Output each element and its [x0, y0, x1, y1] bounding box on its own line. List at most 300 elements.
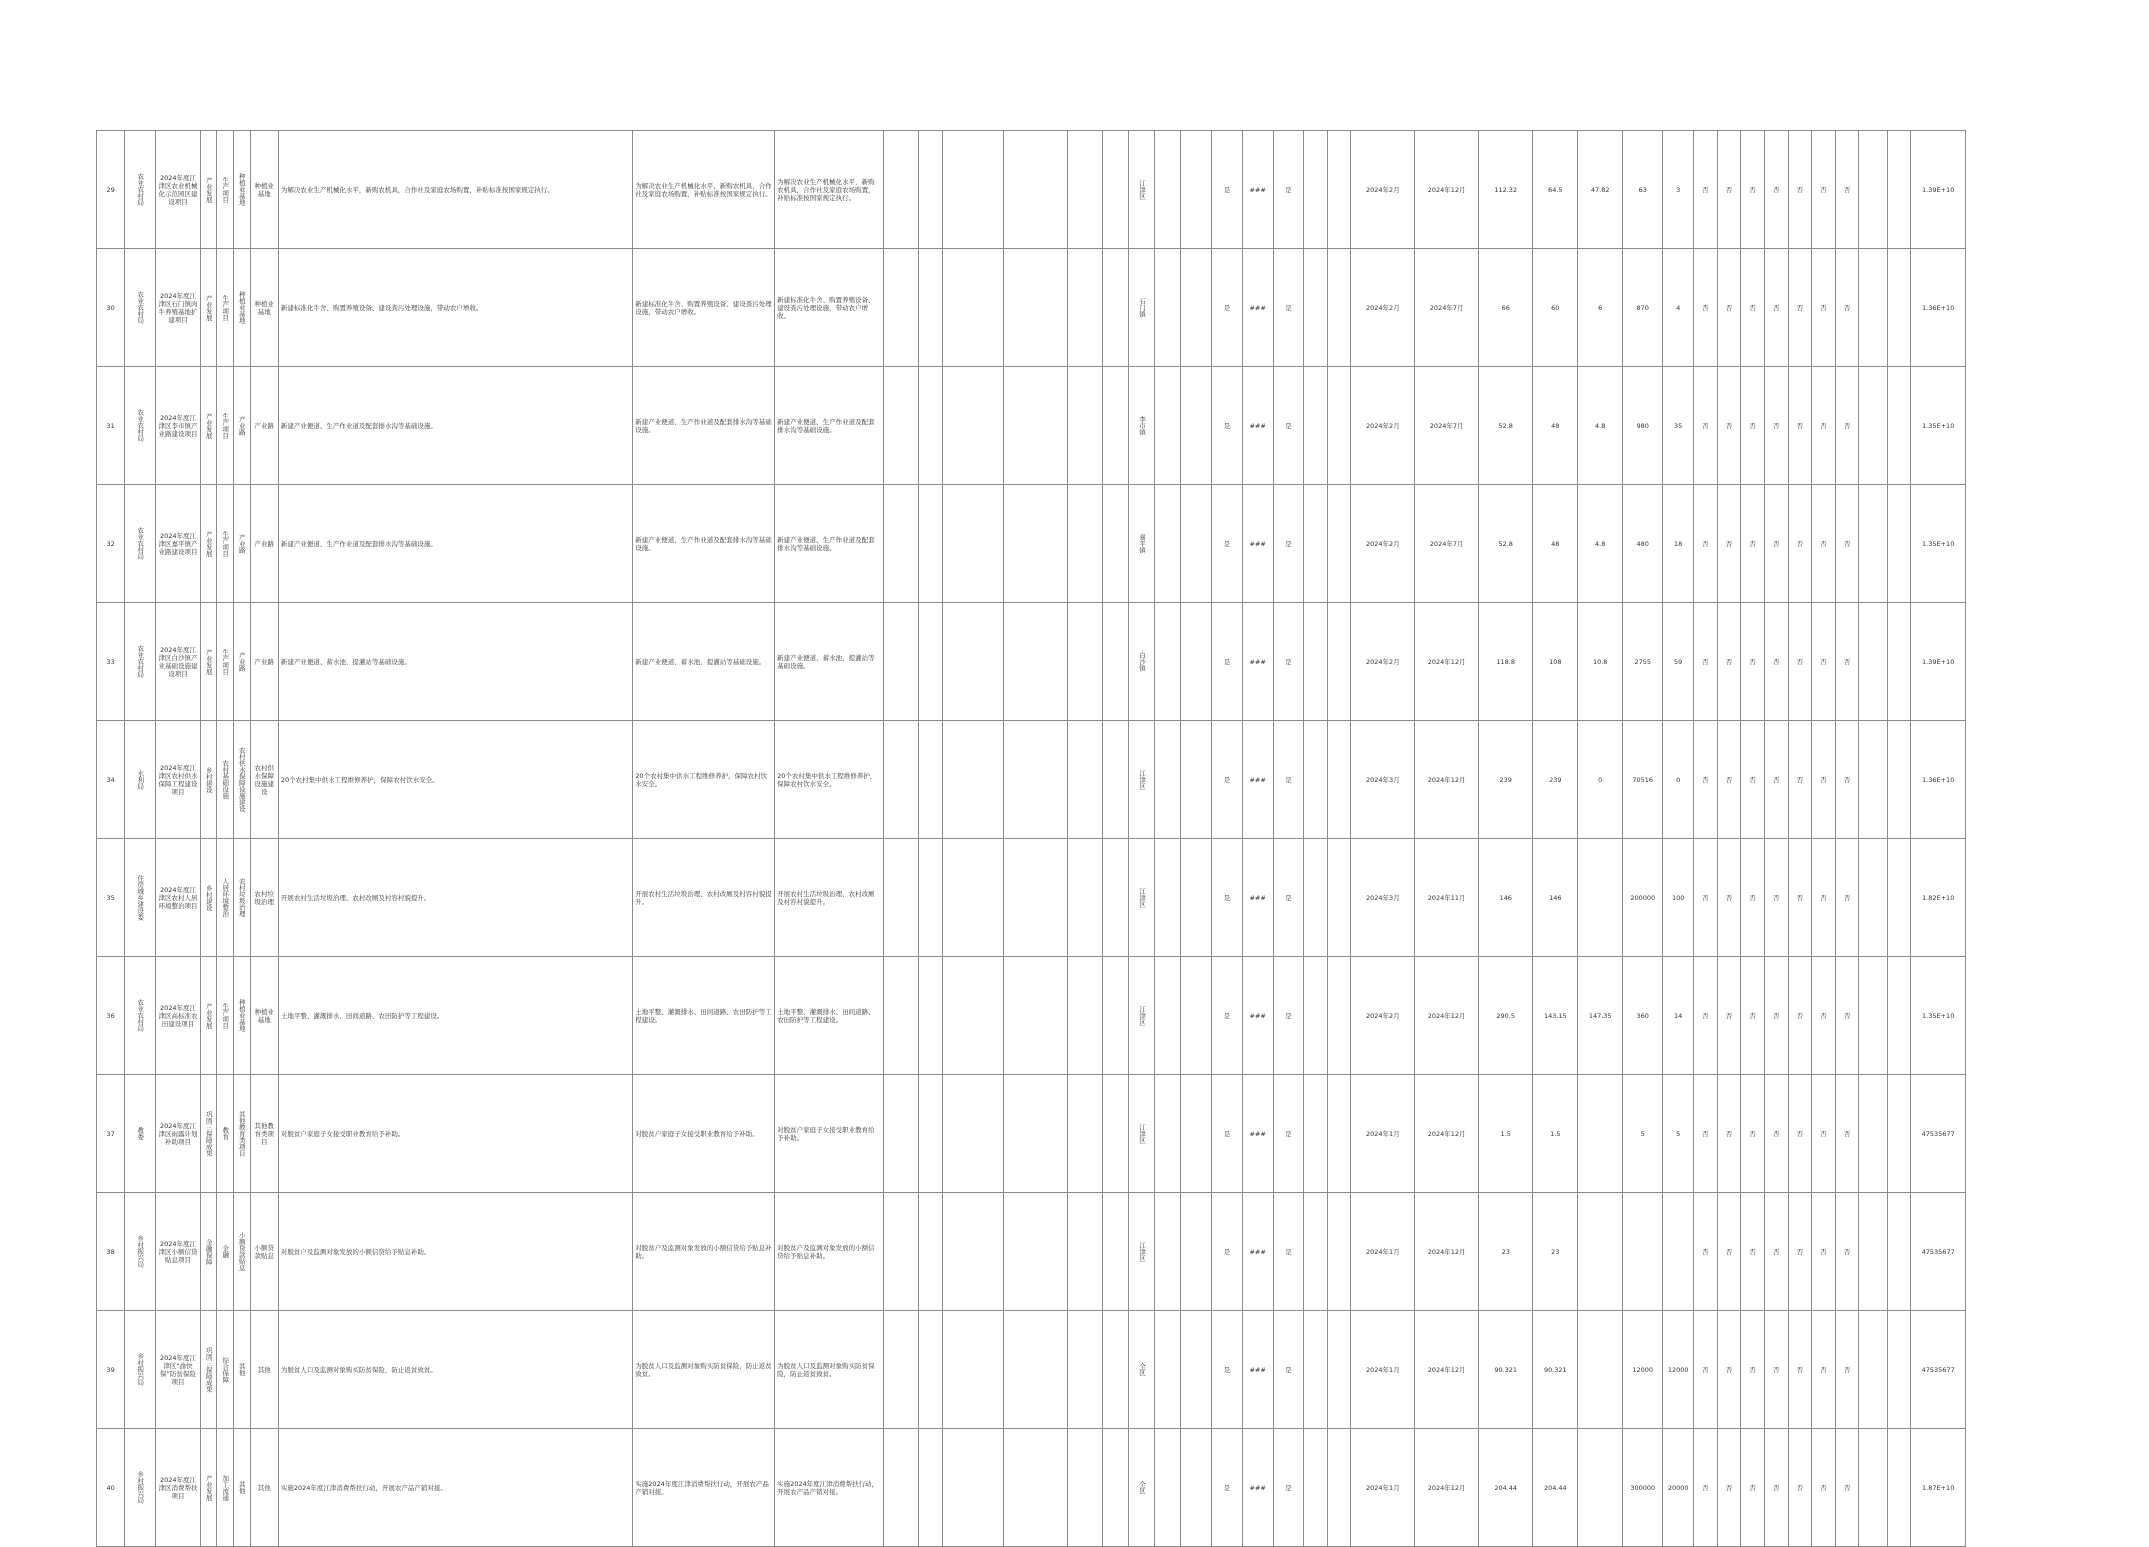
- table-row: [97, 249, 1966, 367]
- flag-no-2: 否: [1717, 721, 1741, 839]
- table-row: [97, 1075, 1966, 1193]
- total-cell: 52.8: [1479, 485, 1533, 603]
- flag-no-7: 否: [1835, 367, 1859, 485]
- flag-no-5: 否: [1788, 249, 1812, 367]
- approval-cell: 新建产业便道、生产作业道及配套排水沟等基础设施。: [633, 485, 775, 603]
- phone-cell: 1.36E+10: [1911, 249, 1966, 367]
- nature-cell: 农村供水保障设施建设: [234, 721, 251, 839]
- table-row: [97, 603, 1966, 721]
- village-cell: [1155, 485, 1181, 603]
- table-row: [97, 1429, 1966, 1547]
- township-cell: 江津区: [1129, 131, 1155, 249]
- flag-yes-cell: 是: [1212, 1311, 1243, 1429]
- indicator-cell: [919, 1311, 943, 1429]
- flag-no-2: 否: [1717, 603, 1741, 721]
- end-date-cell: 2024年12月: [1415, 721, 1479, 839]
- table-row: [97, 721, 1966, 839]
- type-cell: 加工流通: [217, 1429, 234, 1547]
- blank-b: [1327, 485, 1351, 603]
- fiscal-cell: 1.5: [1533, 1075, 1578, 1193]
- fiscal-cell: 64.5: [1533, 131, 1578, 249]
- flag-no-2: 否: [1717, 957, 1741, 1075]
- flag-no-5: 否: [1788, 957, 1812, 1075]
- flag-yes-2-cell: 是: [1273, 1311, 1304, 1429]
- indicator-cell: [919, 1429, 943, 1547]
- poor-beneficiaries-cell: 14: [1663, 957, 1694, 1075]
- phone-cell: 1.87E+10: [1911, 1429, 1966, 1547]
- row-number: 40: [97, 1429, 125, 1547]
- flag-no-3: 否: [1741, 721, 1765, 839]
- type-cell: 金融: [217, 1193, 234, 1311]
- poor-beneficiaries-cell: 18: [1663, 485, 1694, 603]
- village-cell: [1155, 1193, 1181, 1311]
- flag-hash-cell: ###: [1242, 1429, 1273, 1547]
- project-name-cell: 2024年度江津区石门镇肉牛养殖基地扩建项目: [156, 249, 201, 367]
- row-number: 36: [97, 957, 125, 1075]
- unit-cell: [1103, 367, 1129, 485]
- blank-a: [1304, 1193, 1328, 1311]
- content-cell: 20个农村集中供水工程维修养护，保障农村饮水安全。: [278, 721, 632, 839]
- benefit-cell: [942, 249, 1003, 367]
- year-cell: [1181, 721, 1212, 839]
- target-cell: [1004, 1429, 1068, 1547]
- start-date-cell: 2024年1月: [1351, 1311, 1415, 1429]
- flag-no-4: 否: [1764, 839, 1788, 957]
- flag-yes-cell: 是: [1212, 367, 1243, 485]
- end-date-cell: 2024年12月: [1415, 1429, 1479, 1547]
- flag-yes-cell: 是: [1212, 1193, 1243, 1311]
- output-cell: [883, 1429, 918, 1547]
- blank-a: [1304, 131, 1328, 249]
- phone-cell: 1.39E+10: [1911, 603, 1966, 721]
- benefit-cell: [942, 839, 1003, 957]
- satisfaction-cell: [1068, 603, 1103, 721]
- start-date-cell: 2024年1月: [1351, 1429, 1415, 1547]
- flag-yes-2-cell: 是: [1273, 485, 1304, 603]
- satisfaction-cell: [1068, 485, 1103, 603]
- other-fund-cell: 6: [1578, 249, 1623, 367]
- project-name-cell: 2024年度江津区小额信贷贴息项目: [156, 1193, 201, 1311]
- flag-no-7: 否: [1835, 839, 1859, 957]
- satisfaction-cell: [1068, 367, 1103, 485]
- phone-cell: 1.82E+10: [1911, 839, 1966, 957]
- start-date-cell: 2024年1月: [1351, 1075, 1415, 1193]
- start-date-cell: 2024年2月: [1351, 131, 1415, 249]
- village-cell: [1155, 839, 1181, 957]
- year-cell: [1181, 603, 1212, 721]
- approval-cell: 土地平整、灌溉排水、田间道路、农田防护等工程建设。: [633, 957, 775, 1075]
- end-date-cell: 2024年12月: [1415, 1075, 1479, 1193]
- end-date-cell: 2024年12月: [1415, 1193, 1479, 1311]
- note-cell: [1859, 1193, 1887, 1311]
- unit-cell: [1103, 603, 1129, 721]
- category-cell: 产业发展: [200, 603, 217, 721]
- year-cell: [1181, 1311, 1212, 1429]
- total-cell: 52.8: [1479, 367, 1533, 485]
- village-cell: [1155, 957, 1181, 1075]
- flag-no-1: 否: [1694, 957, 1718, 1075]
- row-number: 33: [97, 603, 125, 721]
- category-cell: 金融保障: [200, 1193, 217, 1311]
- poor-beneficiaries-cell: 20000: [1663, 1429, 1694, 1547]
- start-date-cell: 2024年2月: [1351, 249, 1415, 367]
- benefit-cell: [942, 1429, 1003, 1547]
- table-row: [97, 367, 1966, 485]
- category-cell: 产业发展: [200, 249, 217, 367]
- fiscal-cell: 143.15: [1533, 957, 1578, 1075]
- total-cell: 1.5: [1479, 1075, 1533, 1193]
- village-cell: [1155, 1075, 1181, 1193]
- flag-hash-cell: ###: [1242, 485, 1273, 603]
- flag-no-3: 否: [1741, 1075, 1765, 1193]
- subtype-cell: 小额贷款贴息: [250, 1193, 278, 1311]
- village-cell: [1155, 367, 1181, 485]
- total-cell: 290.5: [1479, 957, 1533, 1075]
- flag-no-3: 否: [1741, 1311, 1765, 1429]
- year-cell: [1181, 249, 1212, 367]
- year-cell: [1181, 957, 1212, 1075]
- benefit-cell: [942, 1311, 1003, 1429]
- benefit-cell: [942, 367, 1003, 485]
- flag-yes-cell: 是: [1212, 721, 1243, 839]
- output-cell: [883, 957, 918, 1075]
- category-cell: 乡村建设: [200, 721, 217, 839]
- flag-no-5: 否: [1788, 1193, 1812, 1311]
- flag-yes-2-cell: 是: [1273, 367, 1304, 485]
- department-cell: 农业农村局: [125, 367, 156, 485]
- flag-no-5: 否: [1788, 131, 1812, 249]
- department-cell: 农业农村局: [125, 603, 156, 721]
- output-cell: [883, 1075, 918, 1193]
- flag-hash-cell: ###: [1242, 603, 1273, 721]
- flag-yes-cell: 是: [1212, 1075, 1243, 1193]
- subtype-cell: 农村供水保障设施建设: [250, 721, 278, 839]
- project-table-sheet: [96, 130, 1966, 1547]
- unit-cell: [1103, 1311, 1129, 1429]
- phone-cell: 47535677: [1911, 1193, 1966, 1311]
- fiscal-cell: 48: [1533, 485, 1578, 603]
- note-cell: [1859, 603, 1887, 721]
- flag-no-3: 否: [1741, 1429, 1765, 1547]
- nature-cell: 种植业基地: [234, 131, 251, 249]
- project-name-cell: 2024年度江津区“渝快保”防贫保险项目: [156, 1311, 201, 1429]
- end-date-cell: 2024年7月: [1415, 249, 1479, 367]
- township-cell: 江津区: [1129, 957, 1155, 1075]
- flag-yes-cell: 是: [1212, 603, 1243, 721]
- flag-no-4: 否: [1764, 1193, 1788, 1311]
- phone-cell: 1.39E+10: [1911, 131, 1966, 249]
- flag-hash-cell: ###: [1242, 367, 1273, 485]
- type-cell: 生产项目: [217, 603, 234, 721]
- flag-no-7: 否: [1835, 1311, 1859, 1429]
- blank-a: [1304, 1429, 1328, 1547]
- blank-b: [1327, 839, 1351, 957]
- flag-no-3: 否: [1741, 367, 1765, 485]
- other-fund-cell: 0: [1578, 721, 1623, 839]
- department-cell: 教委: [125, 1075, 156, 1193]
- output-cell: [883, 131, 918, 249]
- poor-beneficiaries-cell: 12000: [1663, 1311, 1694, 1429]
- flag-no-7: 否: [1835, 957, 1859, 1075]
- satisfaction-cell: [1068, 957, 1103, 1075]
- type-cell: 生产项目: [217, 957, 234, 1075]
- flag-no-4: 否: [1764, 367, 1788, 485]
- target-cell: [1004, 249, 1068, 367]
- blank-b: [1327, 1193, 1351, 1311]
- category-cell: 巩固三保障成果: [200, 1311, 217, 1429]
- flag-no-6: 否: [1812, 721, 1836, 839]
- department-cell: 农业农村局: [125, 131, 156, 249]
- table-row: [97, 485, 1966, 603]
- year-cell: [1181, 839, 1212, 957]
- flag-no-1: 否: [1694, 1193, 1718, 1311]
- indicator-cell: [919, 367, 943, 485]
- flag-no-5: 否: [1788, 839, 1812, 957]
- output-cell: [883, 721, 918, 839]
- unit-cell: [1103, 1429, 1129, 1547]
- phone-cell: 47535677: [1911, 1075, 1966, 1193]
- year-cell: [1181, 485, 1212, 603]
- beneficiaries-cell: 870: [1623, 249, 1663, 367]
- benefit-mechanism-cell: 土地平整、灌溉排水、田间道路、农田防护等工程建设。: [775, 957, 884, 1075]
- start-date-cell: 2024年2月: [1351, 367, 1415, 485]
- subtype-cell: 种植业基地: [250, 957, 278, 1075]
- subtype-cell: 产业路: [250, 485, 278, 603]
- contact-cell: [1887, 603, 1911, 721]
- flag-no-5: 否: [1788, 1311, 1812, 1429]
- flag-no-3: 否: [1741, 485, 1765, 603]
- flag-no-1: 否: [1694, 1429, 1718, 1547]
- satisfaction-cell: [1068, 839, 1103, 957]
- flag-no-3: 否: [1741, 957, 1765, 1075]
- project-name-cell: 2024年度江津区嘉平镇产业路建设项目: [156, 485, 201, 603]
- flag-hash-cell: ###: [1242, 249, 1273, 367]
- flag-no-7: 否: [1835, 721, 1859, 839]
- row-number: 38: [97, 1193, 125, 1311]
- project-table: [96, 130, 1966, 1547]
- poor-beneficiaries-cell: 4: [1663, 249, 1694, 367]
- target-cell: [1004, 367, 1068, 485]
- beneficiaries-cell: 300000: [1623, 1429, 1663, 1547]
- note-cell: [1859, 1075, 1887, 1193]
- contact-cell: [1887, 957, 1911, 1075]
- flag-no-5: 否: [1788, 721, 1812, 839]
- flag-no-6: 否: [1812, 957, 1836, 1075]
- target-cell: [1004, 1311, 1068, 1429]
- contact-cell: [1887, 485, 1911, 603]
- department-cell: 农业农村局: [125, 485, 156, 603]
- other-fund-cell: [1578, 1429, 1623, 1547]
- flag-no-4: 否: [1764, 1429, 1788, 1547]
- target-cell: [1004, 721, 1068, 839]
- village-cell: [1155, 721, 1181, 839]
- category-cell: 巩固三保障成果: [200, 1075, 217, 1193]
- flag-no-5: 否: [1788, 603, 1812, 721]
- table-row: [97, 1311, 1966, 1429]
- note-cell: [1859, 1311, 1887, 1429]
- row-number: 35: [97, 839, 125, 957]
- nature-cell: 小额贷款贴息: [234, 1193, 251, 1311]
- row-number: 32: [97, 485, 125, 603]
- output-cell: [883, 249, 918, 367]
- target-cell: [1004, 1193, 1068, 1311]
- township-cell: 嘉平镇: [1129, 485, 1155, 603]
- blank-a: [1304, 839, 1328, 957]
- flag-no-2: 否: [1717, 367, 1741, 485]
- end-date-cell: 2024年7月: [1415, 485, 1479, 603]
- flag-no-1: 否: [1694, 249, 1718, 367]
- benefit-mechanism-cell: 为脱贫人口及监测对象购买防贫保险，防止返贫致贫。: [775, 1311, 884, 1429]
- project-name-cell: 2024年度江津区农村人居环境整治项目: [156, 839, 201, 957]
- target-cell: [1004, 603, 1068, 721]
- total-cell: 90.321: [1479, 1311, 1533, 1429]
- start-date-cell: 2024年2月: [1351, 603, 1415, 721]
- flag-no-6: 否: [1812, 367, 1836, 485]
- beneficiaries-cell: 12000: [1623, 1311, 1663, 1429]
- flag-no-3: 否: [1741, 131, 1765, 249]
- benefit-mechanism-cell: 新建产业便道、蓄水池、提灌站等基础设施。: [775, 603, 884, 721]
- target-cell: [1004, 839, 1068, 957]
- row-number: 37: [97, 1075, 125, 1193]
- beneficiaries-cell: 5: [1623, 1075, 1663, 1193]
- township-cell: 全区: [1129, 1429, 1155, 1547]
- content-cell: 对脱贫户家庭子女接受职业教育给予补助。: [278, 1075, 632, 1193]
- nature-cell: 其他教育类项目: [234, 1075, 251, 1193]
- department-cell: 水利局: [125, 721, 156, 839]
- nature-cell: 其他: [234, 1429, 251, 1547]
- nature-cell: 种植业基地: [234, 957, 251, 1075]
- other-fund-cell: [1578, 1311, 1623, 1429]
- flag-no-5: 否: [1788, 485, 1812, 603]
- township-cell: 江津区: [1129, 839, 1155, 957]
- total-cell: 66: [1479, 249, 1533, 367]
- flag-no-4: 否: [1764, 1075, 1788, 1193]
- blank-b: [1327, 131, 1351, 249]
- indicator-cell: [919, 1193, 943, 1311]
- flag-no-4: 否: [1764, 485, 1788, 603]
- department-cell: 农业农村局: [125, 957, 156, 1075]
- fiscal-cell: 60: [1533, 249, 1578, 367]
- total-cell: 239: [1479, 721, 1533, 839]
- blank-b: [1327, 367, 1351, 485]
- category-cell: 产业发展: [200, 367, 217, 485]
- flag-no-4: 否: [1764, 957, 1788, 1075]
- row-number: 34: [97, 721, 125, 839]
- content-cell: 对脱贫户及监测对象发放的小额信贷给予贴息补助。: [278, 1193, 632, 1311]
- approval-cell: 为脱贫人口及监测对象购买防贫保险，防止返贫致贫。: [633, 1311, 775, 1429]
- benefit-cell: [942, 1075, 1003, 1193]
- unit-cell: [1103, 249, 1129, 367]
- note-cell: [1859, 485, 1887, 603]
- township-cell: 石门镇: [1129, 249, 1155, 367]
- year-cell: [1181, 1075, 1212, 1193]
- row-number: 31: [97, 367, 125, 485]
- flag-yes-cell: 是: [1212, 485, 1243, 603]
- flag-no-3: 否: [1741, 249, 1765, 367]
- unit-cell: [1103, 1075, 1129, 1193]
- contact-cell: [1887, 1075, 1911, 1193]
- flag-no-2: 否: [1717, 1193, 1741, 1311]
- end-date-cell: 2024年12月: [1415, 1311, 1479, 1429]
- content-cell: 土地平整、灌溉排水、田间道路、农田防护等工程建设。: [278, 957, 632, 1075]
- beneficiaries-cell: 360: [1623, 957, 1663, 1075]
- blank-b: [1327, 1429, 1351, 1547]
- township-cell: 江津区: [1129, 721, 1155, 839]
- unit-cell: [1103, 839, 1129, 957]
- indicator-cell: [919, 1075, 943, 1193]
- table-row: [97, 839, 1966, 957]
- fiscal-cell: 239: [1533, 721, 1578, 839]
- start-date-cell: 2024年1月: [1351, 1193, 1415, 1311]
- project-name-cell: 2024年度江津区李市镇产业路建设项目: [156, 367, 201, 485]
- flag-no-4: 否: [1764, 249, 1788, 367]
- satisfaction-cell: [1068, 1075, 1103, 1193]
- total-cell: 204.44: [1479, 1429, 1533, 1547]
- note-cell: [1859, 721, 1887, 839]
- table-row: [97, 1193, 1966, 1311]
- output-cell: [883, 603, 918, 721]
- flag-yes-cell: 是: [1212, 839, 1243, 957]
- flag-no-2: 否: [1717, 1311, 1741, 1429]
- type-cell: 教育: [217, 1075, 234, 1193]
- flag-no-1: 否: [1694, 839, 1718, 957]
- flag-no-4: 否: [1764, 131, 1788, 249]
- project-name-cell: 2024年度江津区白沙镇产业基础设施建设项目: [156, 603, 201, 721]
- type-cell: 生产项目: [217, 249, 234, 367]
- blank-b: [1327, 603, 1351, 721]
- target-cell: [1004, 957, 1068, 1075]
- subtype-cell: 产业路: [250, 367, 278, 485]
- indicator-cell: [919, 603, 943, 721]
- unit-cell: [1103, 485, 1129, 603]
- approval-cell: 为解决农业生产机械化水平，新购农机具，合作社及家庭农场购置，补贴标准按国家规定执行。: [633, 131, 775, 249]
- blank-b: [1327, 1075, 1351, 1193]
- flag-yes-cell: 是: [1212, 249, 1243, 367]
- category-cell: 产业发展: [200, 957, 217, 1075]
- other-fund-cell: [1578, 1193, 1623, 1311]
- flag-no-6: 否: [1812, 249, 1836, 367]
- unit-cell: [1103, 721, 1129, 839]
- content-cell: 实施2024年度江津消费帮扶行动，开展农产品产销对接。: [278, 1429, 632, 1547]
- blank-a: [1304, 1311, 1328, 1429]
- flag-no-1: 否: [1694, 1311, 1718, 1429]
- contact-cell: [1887, 249, 1911, 367]
- beneficiaries-cell: 2755: [1623, 603, 1663, 721]
- row-number: 29: [97, 131, 125, 249]
- approval-cell: 实施2024年度江津消费帮扶行动，开展农产品产销对接。: [633, 1429, 775, 1547]
- satisfaction-cell: [1068, 721, 1103, 839]
- flag-no-7: 否: [1835, 1075, 1859, 1193]
- start-date-cell: 2024年2月: [1351, 957, 1415, 1075]
- satisfaction-cell: [1068, 131, 1103, 249]
- flag-yes-cell: 是: [1212, 1429, 1243, 1547]
- contact-cell: [1887, 131, 1911, 249]
- table-row: [97, 131, 1966, 249]
- benefit-mechanism-cell: 对脱贫户家庭子女接受职业教育给予补助。: [775, 1075, 884, 1193]
- flag-no-7: 否: [1835, 1429, 1859, 1547]
- flag-yes-2-cell: 是: [1273, 839, 1304, 957]
- approval-cell: 新建标准化牛舍、购置养殖设备、建设粪污处理设施，带动农户增收。: [633, 249, 775, 367]
- department-cell: 乡村振兴局: [125, 1193, 156, 1311]
- total-cell: 23: [1479, 1193, 1533, 1311]
- contact-cell: [1887, 367, 1911, 485]
- note-cell: [1859, 1429, 1887, 1547]
- flag-no-2: 否: [1717, 485, 1741, 603]
- nature-cell: 其他: [234, 1311, 251, 1429]
- flag-no-7: 否: [1835, 1193, 1859, 1311]
- department-cell: 住房城乡建设委: [125, 839, 156, 957]
- contact-cell: [1887, 839, 1911, 957]
